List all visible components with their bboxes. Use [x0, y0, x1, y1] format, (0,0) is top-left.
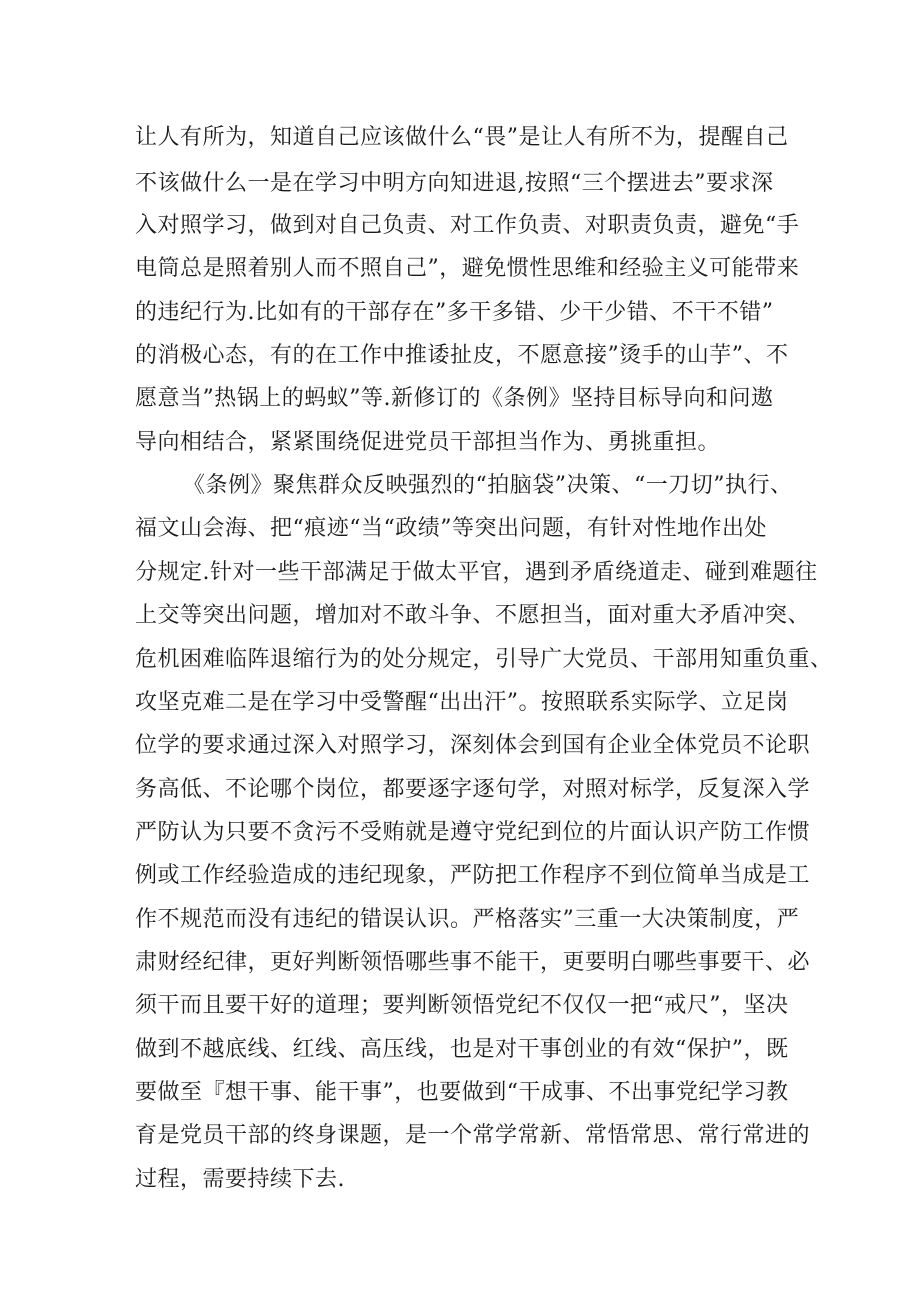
text-line: 要做至『想干事、能干事”，也要做到“干成事、不出事党纪学习教 [135, 1080, 789, 1105]
text-line: 位学的要求通过深入对照学习，深刻体会到国有企业全体党员不论职 [135, 733, 811, 758]
text-line: 过程，需要持续下去. [135, 1167, 345, 1192]
text-line: 肃财经纪律，更好判断领悟哪些事不能干，更要明白哪些事要干、必 [135, 950, 811, 975]
text-line: 严防认为只要不贪污不受贿就是遵守党纪到位的片面认识产防工作惯 [135, 820, 811, 845]
paragraph-first-line: 《条例》聚焦群众反映强烈的“拍脑袋”决策、“一刀切”执行、 [183, 473, 793, 498]
text-line: 育是党员干部的终身课题，是一个常学常新、常悟常思、常行常进的 [135, 1123, 811, 1148]
text-line: 须干而且要干好的道理；要判断领悟党纪不仅仅一把“戒尺”，坚决 [135, 993, 789, 1018]
text-line: 不该做什么一是在学习中明方向知进退,按照“三个摆进去”要求深 [135, 171, 774, 196]
text-line: 分规定.针对一些干部满足于做太平官，遇到矛盾绕道走、碰到难题往 [135, 560, 818, 585]
text-line: 入对照学习，做到对自己负责、对工作负责、对职责负责，避免“手 [135, 213, 800, 238]
text-line: 的违纪行为.比如有的干部存在”多干多错、少干少错、不干不错” [135, 300, 774, 325]
text-line: 愿意当”热锅上的蚂蚁”等.新修订的《条例》坚持目标导向和问遨 [135, 386, 774, 411]
text-line: 让人有所为，知道自己应该做什么“畏”是让人有所不为，提醒自己 [135, 125, 789, 150]
text-line: 务高低、不论哪个岗位，都要逐字逐句学，对照对标学，反复深入学 [135, 777, 811, 802]
text-line: 例或工作经验造成的违纪现象，严防把工作程序不到位简单当成是工 [135, 863, 811, 888]
text-line: 的消极心态，有的在工作中推诿扯皮，不愿意接”烫手的山芋”、不 [135, 343, 789, 368]
text-line: 福文山会海、把“痕迹“当“政绩”等突出问题，有针对性地作出处 [135, 516, 767, 541]
text-line: 危机困难临阵退缩行为的处分规定，引导广大党员、干部用知重负重、 [135, 647, 833, 672]
text-line: 导向相结合，紧紧围绕促进党员干部担当作为、勇挑重担。 [135, 430, 721, 455]
text-line: 攻坚克难二是在学习中受警醒“出出汗”。按照联系实际学、立足岗 [135, 690, 789, 715]
text-line: 电筒总是照着别人而不照自己”，避免惯性思维和经验主义可能带来 [135, 256, 800, 281]
text-line: 做到不越底线、红线、高压线，也是对干事创业的有效“保护”，既 [135, 1037, 789, 1062]
text-line: 作不规范而没有违纪的错误认识。严格落实”三重一大决策制度，严 [135, 907, 800, 932]
text-line: 上交等突出问题，增加对不敢斗争、不愿担当，面对重大矛盾冲突、 [135, 603, 811, 628]
